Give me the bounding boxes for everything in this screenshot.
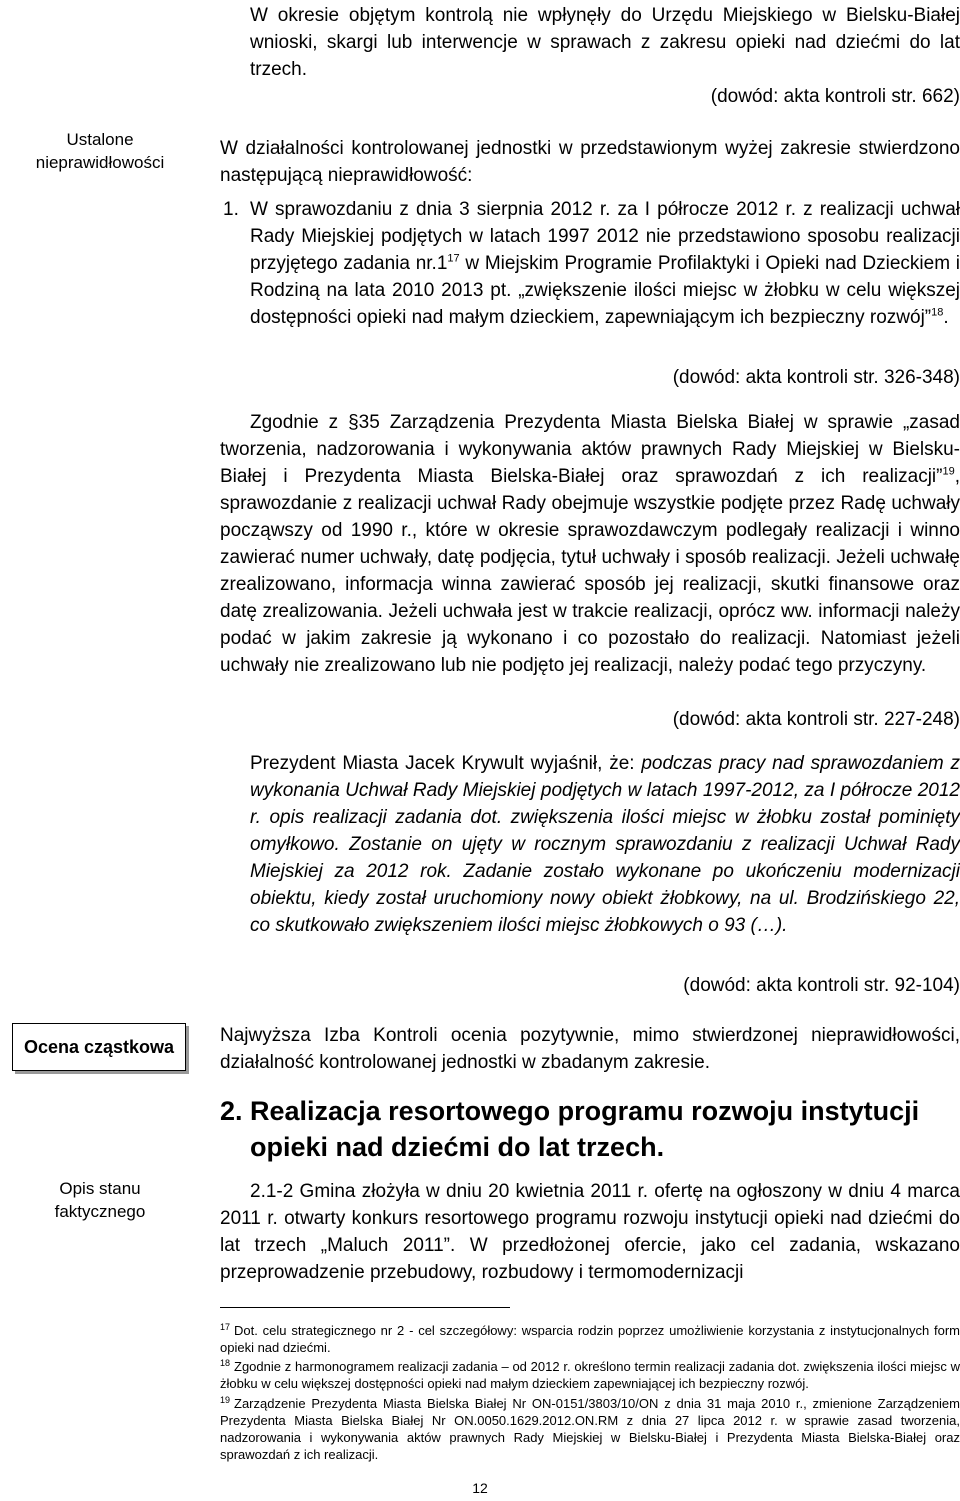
irregularity-intro: W działalności kontrolowanej jednostki w przedstawionym wyżej zakresie stwierdzono następującą nieprawidłowość: <box>220 138 960 186</box>
assessment-block <box>220 1022 960 1076</box>
sidebar-assessment-box: Ocena cząstkowa <box>12 1023 186 1071</box>
explanation-block <box>220 750 960 996</box>
sidebar-label-description: Opis stanu faktycznego <box>54 1179 146 1221</box>
assessment-paragraph: Najwyższa Izba Kontroli ocenia pozytywnie, mimo stwierdzonej nieprawidłowości, działalność kontrolowanej jednostki w zbadanym zakresie. <box>220 1025 960 1073</box>
intro-paragraph: W okresie objętym kontrolą nie wpłynęły do Urzędu Miejskiego w Bielsku-Białej wnioski, skargi lub interwencje w sprawach z zakresu opieki nad dziećmi do lat trzech. <box>250 5 960 80</box>
irregularity-evidence: (dowód: akta kontroli str. 326-348) <box>672 367 960 388</box>
regulation-block <box>220 409 960 730</box>
section-body <box>220 1178 960 1286</box>
section-paragraph: 2.1-2 Gmina złożyła w dniu 20 kwietnia 2011 r. ofertę na ogłoszony w dniu 4 marca 2011 r. otwarty konkurs resortowego programu rozwoju instytucji opieki nad dziećmi do lat trzech „Maluch 2011”. W przedłożonej ofercie, jako cel zadania, wskazano przeprowadzenie przebudowy, rozbudowy i termomodernizacji <box>220 1181 960 1283</box>
footnote-19: $^{19}$ Zarządzenie Prezydenta Miasta Bielska Białej Nr ON-0151/3803/10/ON z dnia 31 maja 2010 r., zmienione Zarządzeniem Prezydenta Miasta Bielska Białej Nr ON.0050.1629.2012.ON.RM z dnia 27 lipca 2012 r. w sprawie zasad tworzenia, nadzorowania i wykonywania aktów prawnych Rady Miejskiej w Bielsku-Białej i Prezydenta Miasta Bielska-Białej oraz sprawozdań z ich realizacji. <box>220 1394 960 1462</box>
footnote-17: $^{17}$ Dot. celu strategicznego nr 2 - cel szczegółowy: wsparcia rodzin poprzez umożliwienie korzystania z instytucjonalnych form opieki nad dziećmi. <box>220 1321 960 1355</box>
intro-block <box>220 2 960 107</box>
page-number: 12 <box>472 1480 488 1496</box>
explanation-evidence: (dowód: akta kontroli str. 92-104) <box>683 975 960 996</box>
footnote-separator <box>220 1307 510 1308</box>
section-number: 2. <box>220 1096 243 1126</box>
intro-evidence: (dowód: akta kontroli str. 662) <box>710 86 960 107</box>
footnote-18: $^{18}$ Zgodnie z harmonogramem realizacji zadania – od 2012 r. określono termin realizacji zadania dot. zwiększenia ilości miejsc w żłobku w celu większej dostępności opieki nad małym dzieckiem zapewniającej ich bezpieczny rozwój. <box>220 1357 960 1391</box>
section-title: Realizacja resortowego programu rozwoju instytucji opieki nad dziećmi do lat trzech. <box>250 1096 920 1162</box>
irregularity-block <box>220 135 960 388</box>
irregularity-item-number: 1. <box>223 199 239 220</box>
regulation-paragraph: Zgodnie z §35 Zarządzenia Prezydenta Miasta Bielska Białej w sprawie „zasad tworzenia, nadzorowania i wykonywania aktów prawnych Rady Miejskiej w Bielsku-Białej i Prezydenta Miasta Bielska-Białej oraz sprawozdań z ich realizacji”$^{19}$, sprawozdanie z realizacji uchwał Rady obejmuje wszystkie podjęte przez Radę uchwały począwszy od 1990 r., które w okresie sprawozdawczym podlegały realizacji i winno zawierać numer uchwały, datę podjęcia, tytuł uchwały i sposób realizacji. Jeżeli uchwałę zrealizowano, informacja winna zawierać sposób jej realizacji, skutki finansowe oraz datę zrealizowania. Jeżeli uchwała jest w trakcie realizacji, oprócz ww. informacji należy podać w jakim zakresie ją wykonano i co pozostało do realizacji. Natomiast jeżeli uchwały nie zrealizowano lub nie podjęto jej realizacji, należy podać tego przyczyny. <box>220 412 960 676</box>
regulation-evidence: (dowód: akta kontroli str. 227-248) <box>672 709 960 730</box>
irregularity-item-text: W sprawozdaniu z dnia 3 sierpnia 2012 r. za I półrocze 2012 r. z realizacji uchwał Rady Miejskiej podjętych w latach 1997 2012 nie przedstawiono sposobu realizacji przyjętego zadania $nr.1^{17}$ w Miejskim Programie Profilaktyki i Opieki nad Dzieckiem i Rodziną na lata 2010 2013 pt. „zwiększenie ilości miejsc w żłobku w celu większej dostępności opieki nad małym dzieckiem, zapewniającym ich bezpieczny rozwój”$^{18}$. <box>250 199 960 328</box>
section-heading <box>220 1093 960 1165</box>
irregularity-item <box>220 196 960 331</box>
sidebar-label-established: Ustalone nieprawidłowości <box>35 130 165 172</box>
explanation-paragraph: Prezydent Miasta Jacek Krywult wyjaśnił, że: podczas pracy nad sprawozdaniem z wykonania Uchwał Rady Miejskiej podjętych w latach 1997-2012, za I półrocze 2012 r. opis realizacji zadania dot. zwiększenia ilości miejsc w żłobku został pominięty omyłkowo. Zostanie on ujęty w rocznym sprawozdaniu z realizacji Uchwał Rady Miejskiej za 2012 rok. Zadanie zostało wykonane po ukończeniu modernizacji obiektu, kiedy został uruchomiony nowy obiekt żłobkowy, na ul. Brodzińskiego 22, co skutkowało zwiększeniem ilości miejsc żłobkowych o 93 (…). <box>250 753 960 936</box>
